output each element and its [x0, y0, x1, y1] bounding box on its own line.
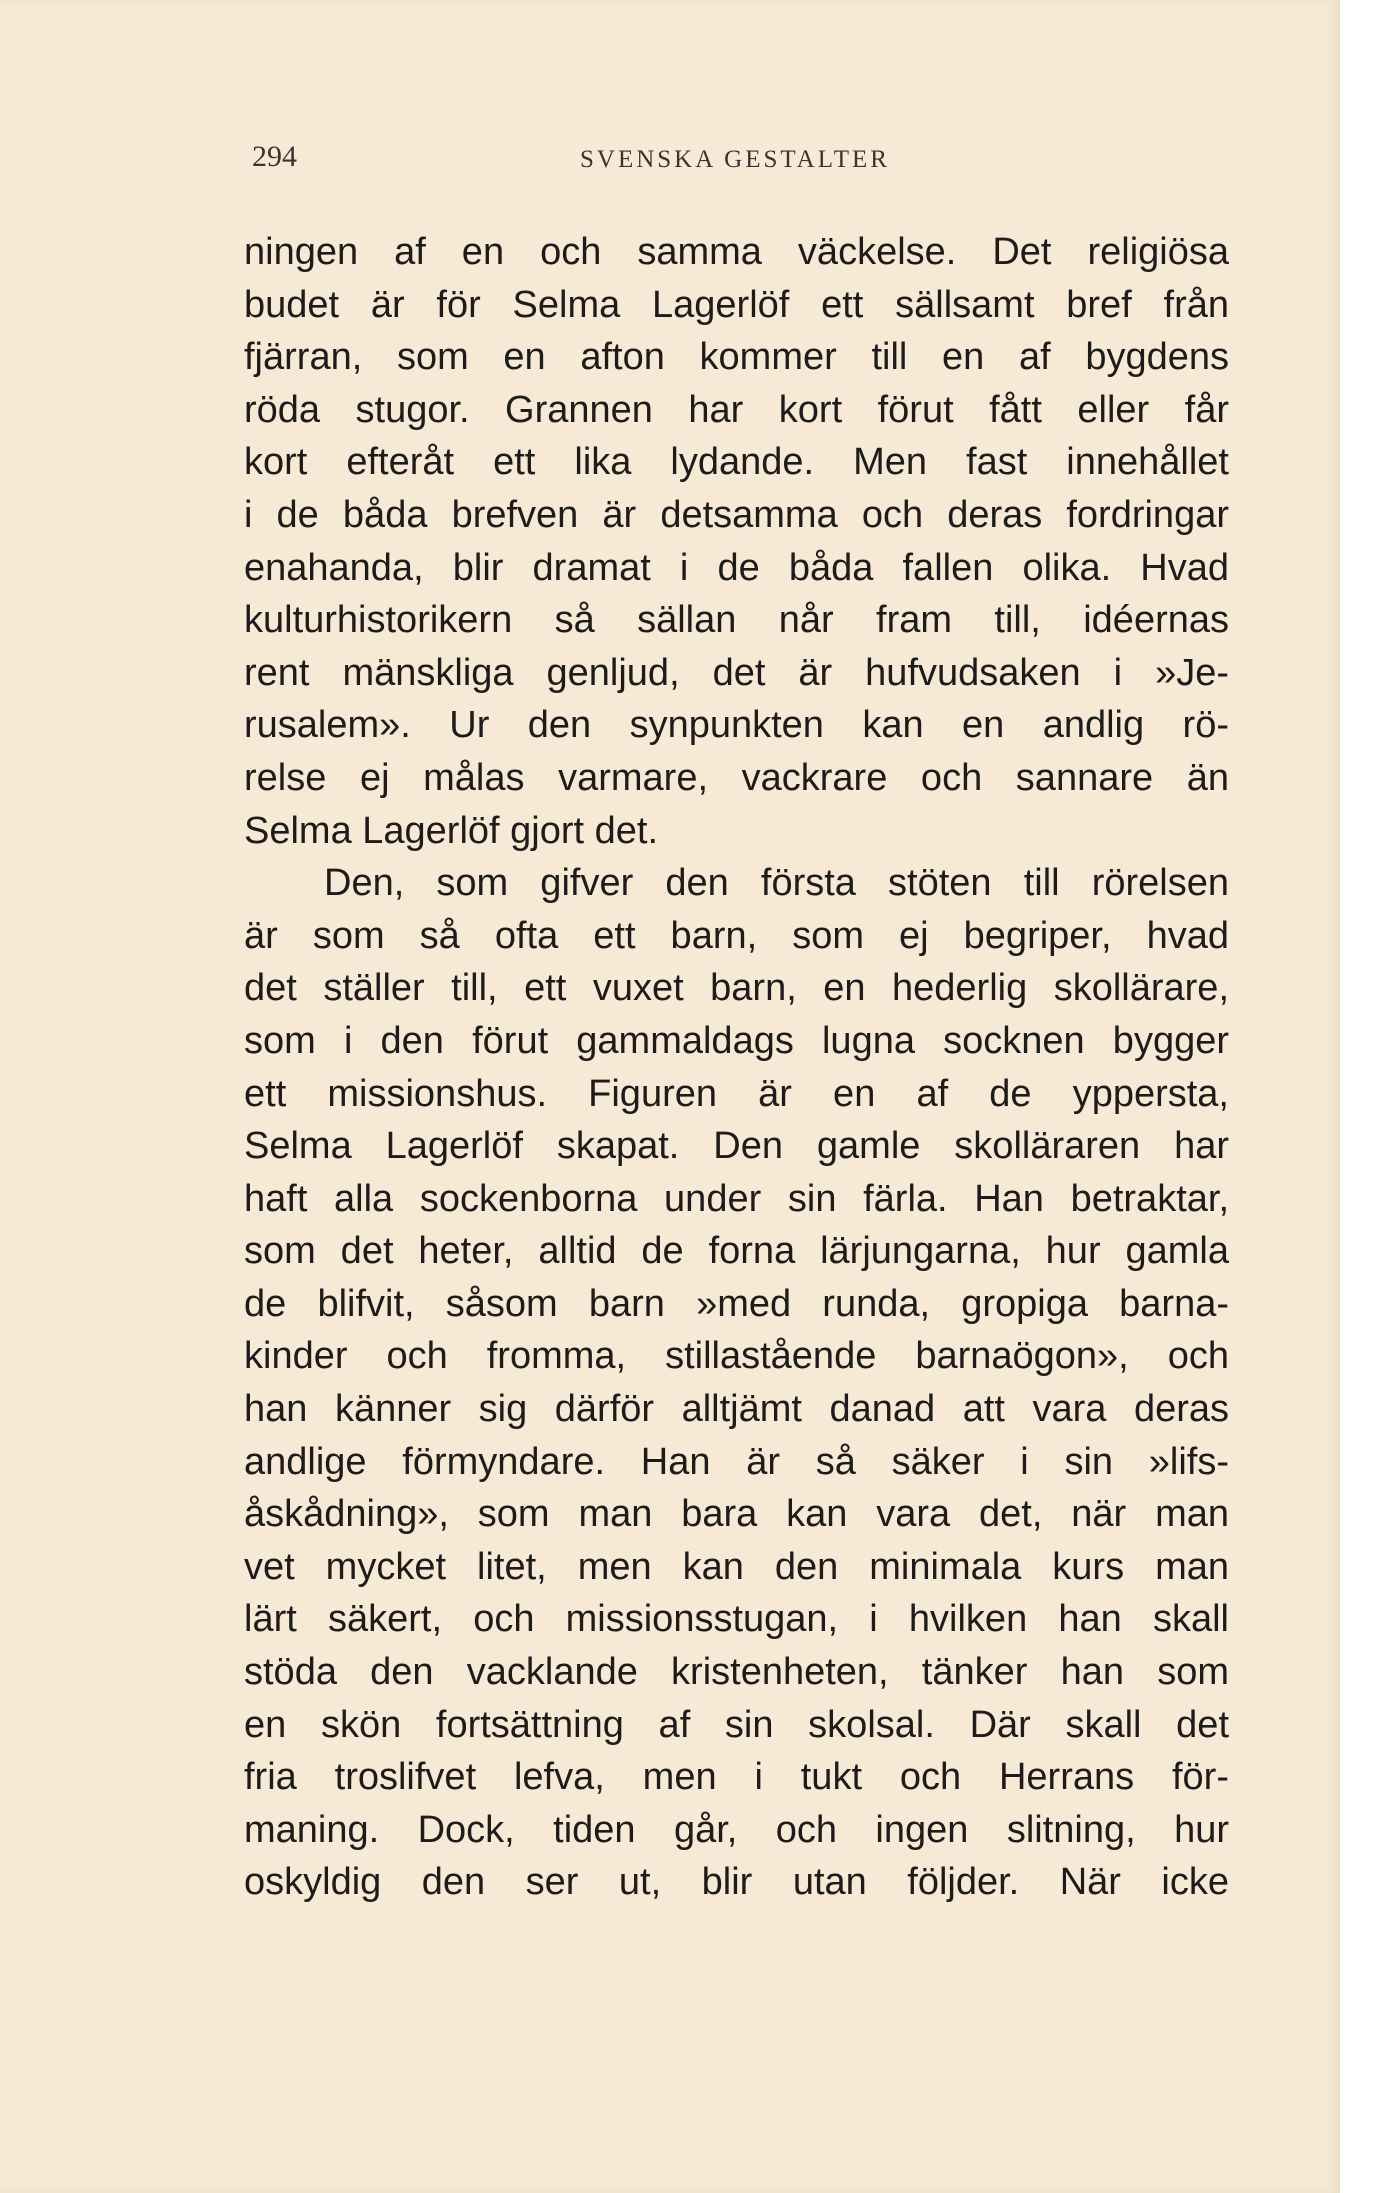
text-line: i de båda brefven är detsamma och deras fordringar	[244, 493, 1229, 536]
text-line: de blifvit, såsom barn »med runda, gropiga barna-	[244, 1282, 1229, 1325]
text-line: oskyldig den ser ut, blir utan följder. När icke	[244, 1861, 1229, 1904]
page-header	[252, 140, 952, 180]
text-line: en skön fortsättning af sin skolsal. Där skall det	[244, 1703, 1229, 1746]
text-line: åskådning», som man bara kan vara det, när man	[244, 1493, 1229, 1536]
text-line: enahanda, blir dramat i de båda fallen olika. Hvad	[244, 546, 1229, 589]
text-line: Selma Lagerlöf skapat. Den gamle skolläraren har	[244, 1125, 1229, 1168]
text-line: han känner sig därför alltjämt danad att vara deras	[244, 1388, 1229, 1431]
page-number: 294	[252, 140, 297, 173]
body-text	[244, 226, 1244, 1909]
text-line: ningen af en och samma väckelse. Det religiösa	[244, 231, 1229, 273]
text-line: kulturhistorikern så sällan når fram till, idéernas	[244, 599, 1229, 642]
text-line: kinder och fromma, stillastående barnaögon», och	[244, 1335, 1229, 1378]
text-line: som i den förut gammaldags lugna socknen bygger	[244, 1019, 1229, 1062]
text-line: maning. Dock, tiden går, och ingen slitning, hur	[244, 1808, 1229, 1851]
text-line: fria troslifvet lefva, men i tukt och Herrans för-	[244, 1756, 1229, 1799]
text-line: är som så ofta ett barn, som ej begriper, hvad	[244, 914, 1229, 957]
text-line: budet är för Selma Lagerlöf ett sällsamt bref från	[244, 283, 1229, 326]
text-line: som det heter, alltid de forna lärjungarna, hur gamla	[244, 1230, 1229, 1273]
text-line: det ställer till, ett vuxet barn, en hederlig skollärare,	[244, 967, 1229, 1010]
text-line: relse ej målas varmare, vackrare och sannare än	[244, 756, 1229, 799]
text-line: haft alla sockenborna under sin färla. Han betraktar,	[244, 1177, 1229, 1220]
text-line: fjärran, som en afton kommer till en af bygdens	[244, 336, 1229, 379]
text-line: vet mycket litet, men kan den minimala kurs man	[244, 1545, 1229, 1588]
running-head: SVENSKA GESTALTER	[580, 146, 890, 173]
text-line: ett missionshus. Figuren är en af de yppersta,	[244, 1072, 1229, 1115]
paragraph-end-line: Selma Lagerlöf gjort det.	[244, 809, 659, 852]
text-line: andlige förmyndare. Han är så säker i sin »lifs-	[244, 1440, 1229, 1483]
text-line: rusalem». Ur den synpunkten kan en andlig rö-	[244, 704, 1229, 747]
paragraph-start-line: Den, som gifver den första stöten till rörelsen	[324, 862, 1229, 905]
text-line: lärt säkert, och missionsstugan, i hvilken han skall	[244, 1598, 1229, 1641]
text-line: rent mänskliga genljud, det är hufvudsaken i »Je-	[244, 651, 1229, 694]
text-line: kort efteråt ett lika lydande. Men fast innehållet	[244, 441, 1229, 484]
text-line: röda stugor. Grannen har kort förut fått eller får	[244, 388, 1229, 431]
text-line: stöda den vacklande kristenheten, tänker han som	[244, 1651, 1229, 1694]
